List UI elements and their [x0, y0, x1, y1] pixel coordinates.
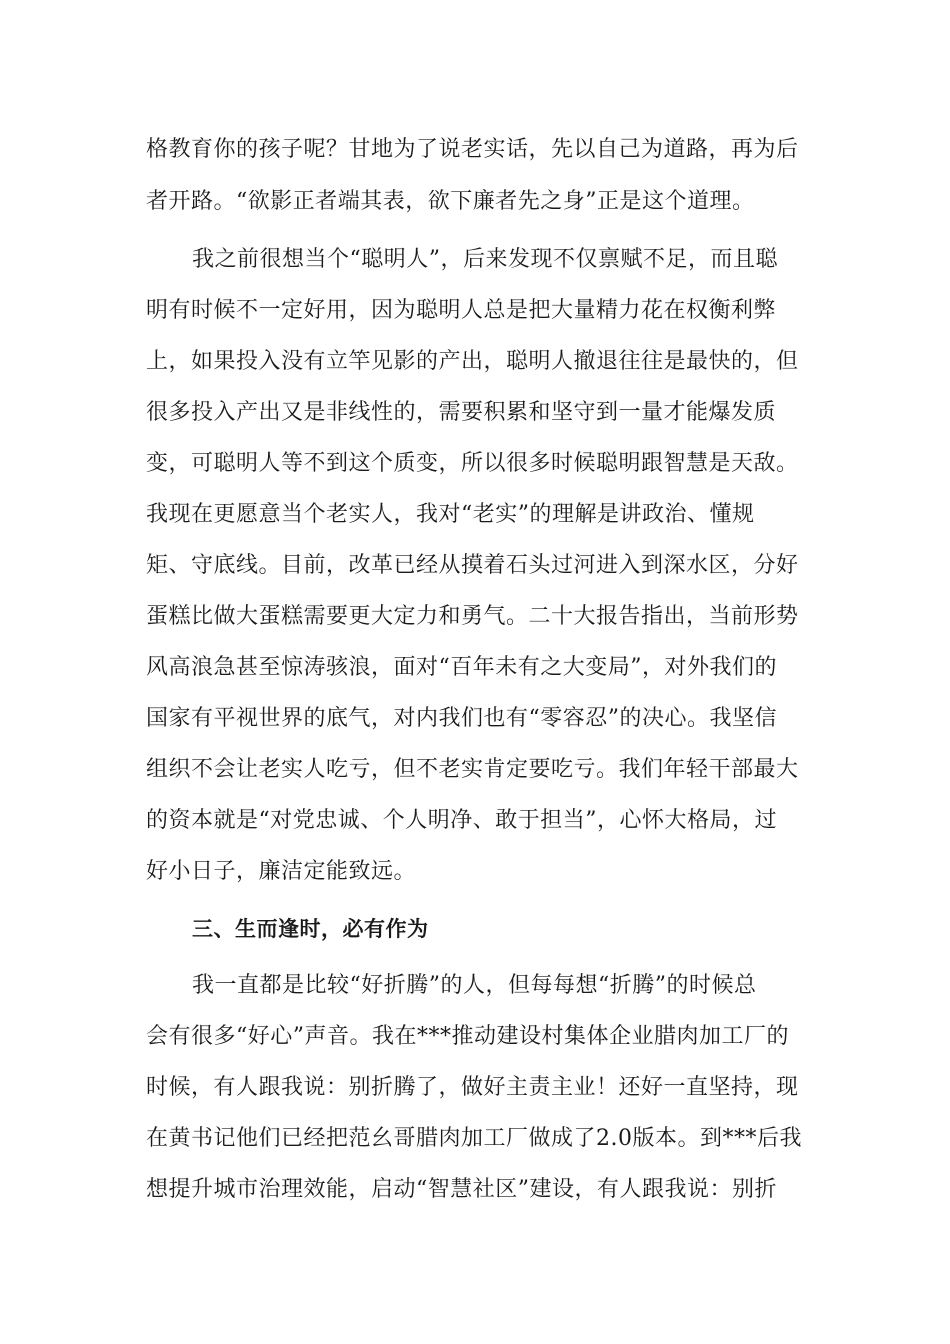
paragraph-line: 上，如果投入没有立竿见影的产出，聪明人撤退往往是最快的，但	[146, 349, 799, 374]
paragraph-line: 我之前很想当个“聪明人”，后来发现不仅禀赋不足，而且聪	[192, 247, 778, 272]
paragraph-line: 组织不会让老实人吃亏，但不老实肯定要吃亏。我们年轻干部最大	[146, 757, 799, 782]
paragraph-line: 时候，有人跟我说：别折腾了，做好主责主业！还好一直坚持，现	[146, 1075, 799, 1100]
paragraph-line: 风高浪急甚至惊涛骇浪，面对“百年未有之大变局”，对外我们的	[146, 655, 777, 680]
paragraph-line: 明有时候不一定好用，因为聪明人总是把大量精力花在权衡利弊	[146, 298, 777, 323]
paragraph-line: 矩、守底线。目前，改革已经从摸着石头过河进入到深水区，分好	[146, 553, 799, 578]
paragraph-line: 很多投入产出又是非线性的，需要积累和坚守到一量才能爆发质	[146, 400, 777, 425]
paragraph-line: 国家有平视世界的底气，对内我们也有“零容忍”的决心。我坚信	[146, 706, 777, 731]
paragraph-line: 变，可聪明人等不到这个质变，所以很多时候聪明跟智慧是天敌。	[146, 451, 799, 476]
paragraph-line: 我现在更愿意当个老实人，我对“老实”的理解是讲政治、懂规	[146, 502, 755, 527]
paragraph-line: 会有很多“好心”声音。我在***推动建设村集体企业腊肉加工厂的	[146, 1024, 789, 1049]
paragraph-line: 的资本就是“对党忠诚、个人明净、敢于担当”，心怀大格局，过	[146, 808, 777, 833]
paragraph-line: 蛋糕比做大蛋糕需要更大定力和勇气。二十大报告指出，当前形势	[146, 604, 799, 629]
paragraph-line: 我一直都是比较“好折腾”的人，但每每想“折腾”的时候总	[192, 973, 757, 998]
paragraph-line: 格教育你的孩子呢？甘地为了说老实话，先以自己为道路，再为后	[146, 137, 799, 162]
paragraph-line: 在黄书记他们已经把范幺哥腊肉加工厂做成了2.0版本。到***后我	[146, 1126, 802, 1151]
paragraph-line: 者开路。“欲影正者端其表，欲下廉者先之身”正是这个道理。	[146, 189, 755, 214]
section-heading: 三、生而逢时，必有作为	[192, 917, 429, 941]
paragraph-line: 想提升城市治理效能，启动“智慧社区”建设，有人跟我说：别折	[146, 1177, 777, 1202]
paragraph-line: 好小日子，廉洁定能致远。	[146, 859, 417, 884]
